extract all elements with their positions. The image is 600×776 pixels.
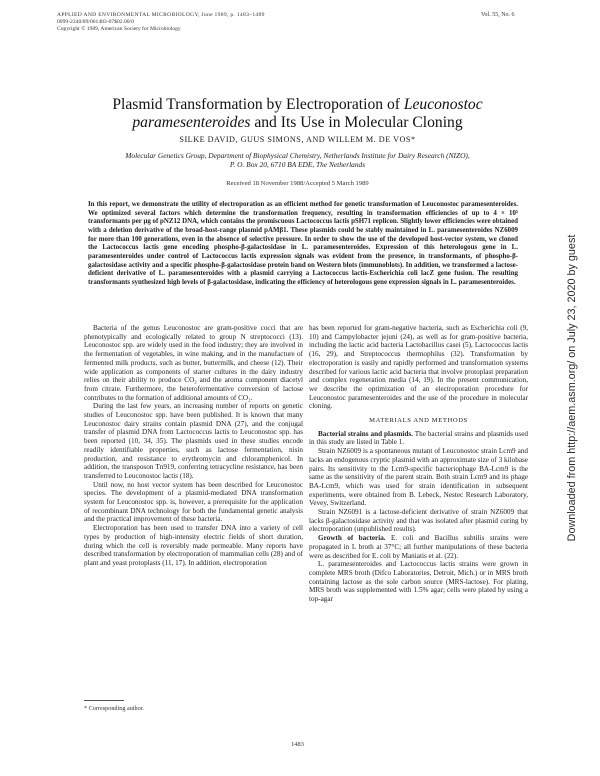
right-column — [309, 324, 528, 604]
copyright-line: Copyright © 1989, American Society for Microbiology — [57, 26, 181, 32]
intro-continuation: has been reported for gram-negative bacteria, such as Escherichia coli (9, 10) and Campylobacter jejuni (24), as well as for gram-positive bacteria, including the lactic acid bacteria Lactobacillus casei (5), Lactococcus lactis (16, 29), and Streptococcus thermophilus (32). Transformation by electroporation is easily and rapidly performed and transformation systems described for various lactic acid bacteria that involve protoplast preparation and complex regeneration media (14, 19). In the present communication, we describe the optimization of an electroporation procedure for Leuconostoc paramesenteroides and the use of the procedure in molecular cloning. — [309, 324, 528, 411]
left-column — [84, 324, 303, 568]
intro-paragraph-3: Until now, no host vector system has been described for Leuconostoc species. The development of a plasmid-mediated DNA transformation system for Leuconostoc spp. is, however, a prerequisite for the application of recombinant DNA technology for both the fundamental genetic analysis and the practical improvement of these bacteria. — [84, 480, 303, 524]
methods-text: The bacterial strains and plasmids used in this study are listed in Table 1. — [309, 429, 528, 447]
received-dates: Received 18 November 1988/Accepted 5 March 1989 — [226, 180, 369, 187]
run-in-heading: Growth of bacteria. — [318, 534, 386, 543]
methods-text: L. paramesenteroides and Lactococcus lactis strains were grown in complete MRS broth (Difco Laboratories, Detroit, Mich.) or in MRS broth containing lactose as the sole carbon source (MRS-lactose). For plating, MRS broth was supplemented with 1.5% agar; cells were plated by using a top-agar — [309, 560, 528, 604]
article-title — [60, 96, 535, 132]
issn-line: 0099-2240/89/061483-07$02.00/0 — [57, 19, 134, 25]
affiliation-line1: Molecular Genetics Group, Department of Biophysical Chemistry, Netherlands Institute for Dairy Research (NIZO), — [125, 151, 470, 160]
affiliation-line2: P. O. Box 20, 6710 BA EDE, The Netherlands — [229, 160, 366, 169]
author-list: SILKE DAVID, GUUS SIMONS, AND WILLEM M. DE VOS* — [179, 135, 416, 144]
intro-paragraph-4: Electroporation has been used to transfer DNA into a variety of cell types by production of high-intensity electric fields of short duration, during which the cell is reversibly made permeable. Many reports have described transformation by electroporation of mammalian cells (28) and of plant and yeast protoplasts (11, 17). In addition, electroporation — [84, 524, 303, 567]
methods-paragraph-5 — [309, 560, 528, 604]
methods-text: Strain NZ6091 is a lactose-deficient derivative of strain NZ6009 that lacks β-galactosidase activity and that was isolated after plasmid curing by electroporation (unpublished results). — [309, 508, 528, 534]
volume-issue: Vol. 55, No. 6 — [481, 12, 515, 18]
methods-paragraph-4 — [309, 534, 528, 560]
title-line2-plain: and Its Use in Molecular Cloning — [250, 114, 463, 131]
methods-text: Strain NZ6009 is a spontaneous mutant of Leuconostoc strain Lcm9 and lacks an endogenous cryptic plasmid with an approximate size of 3 kilobase pairs. Its sensitivity to the Lcm9-specific bacteriophage BA-Lcm9 is the same as the sensitivity of the parent strain. Both strain Lcm9 and its phage BA-Lcm9, which was used for strain identification in subsequent experiments, were obtained from B. Lebeck, Nestec Research Laboratory, Vevey, Switzerland. — [309, 447, 528, 508]
run-in-heading: Bacterial strains and plasmids. — [318, 429, 413, 438]
title-line1-italic: Leuconostoc — [403, 96, 483, 113]
methods-text: E. coli and Bacillus subtilis strains were propagated in L broth at 37°C; all further manipulations of these bacteria were as described for E. coli by Maniatis et al. (22). — [309, 534, 528, 560]
intro-paragraph-1: Bacteria of the genus Leuconostoc are gram-positive cocci that are phenotypically and ecologically related to group N streptococci (13). Leuconostoc spp. are widely used in the food industry; they are involved in the fermentation of vegetables, in wine making, and in the manufacture of fermented milk products, such as butter, buttermilk, and cheese (12). Their wide application as components of starter cultures in the dairy industry relies on their ability to produce CO₂ and the aroma component diacetyl from citrate. Furthermore, the heterofermentative conversion of lactose contributes to the formation of additional amounts of CO₂. — [84, 324, 303, 402]
page-number: 1483 — [291, 741, 304, 748]
watermark-text: Downloaded from http://aem.asm.org/ on July 23, 2020 by guest — [566, 234, 578, 542]
title-line2-italic: paramesenteroides — [132, 114, 251, 131]
footnote-rule — [84, 700, 124, 701]
methods-paragraph-2 — [309, 447, 528, 508]
methods-paragraph-3 — [309, 508, 528, 534]
abstract: In this report, we demonstrate the utility of electroporation as an efficient method for genetic transformation of Leuconostoc paramesenteroides. We optimized several factors which determine the transformation frequency, resulting in transformation efficiencies of up to 4 × 10⁵ transformants per μg of pNZ12 DNA, which contains the promiscuous Lactococcus lactis pSH71 replicon. Slightly lower efficiencies were obtained with a deletion derivative of the broad-host-range plasmid pAMβ1. These plasmids could be stably maintained in L. paramesenteroides NZ6009 for more than 100 generations, even in the absence of selective pressure. In order to show the use of the developed host-vector system, we cloned the Lactococcus lactis gene encoding phospho-β-galactosidase in L. paramesenteroides. Expression of this heterologous gene in L. paramesenteroides under control of Lactococcus lactis expression signals was evident from the presence, in transformants, of phospho-β-galactosidase activity and a specific phospho-β-galactosidase protein band on Western blots (immunoblots). In addition, we transformed a lactose-deficient derivative of L. paramesenteroides with a plasmid carrying a Lactococcus lactis-Escherichia coli lacZ gene fusion. The resulting transformants synthesized high levels of β-galactosidase, indicating the efficiency of heterologous gene expression signals in L. paramesenteroides. — [88, 201, 518, 286]
affiliation — [60, 151, 535, 169]
methods-heading: MATERIALS AND METHODS — [369, 417, 468, 425]
methods-paragraph-1 — [309, 430, 528, 447]
title-line1-plain: Plasmid Transformation by Electroporation of — [112, 96, 404, 113]
footnote: * Corresponding author. — [84, 705, 144, 712]
journal-header — [57, 12, 265, 33]
journal-citation: APPLIED AND ENVIRONMENTAL MICROBIOLOGY, June 1989, p. 1483–1489 — [57, 12, 265, 18]
intro-paragraph-2: During the last few years, an increasing number of reports on genetic studies of Leuconostoc spp. have been published. It is known that many Leuconostoc dairy strains contain plasmid DNA (27), and the conjugal transfer of plasmid DNA from Lactococcus lactis to Leuconostoc spp. has been reported (10, 34, 35). The plasmids used in these studies encode readily identifiable properties, such as lactose fermentation, nisin production, and resistance to erythromycin and chloramphenicol. In addition, the transposon Tn919, conferring tetracycline resistance, has been transferred to Leuconostoc lactis (18). — [84, 402, 303, 480]
